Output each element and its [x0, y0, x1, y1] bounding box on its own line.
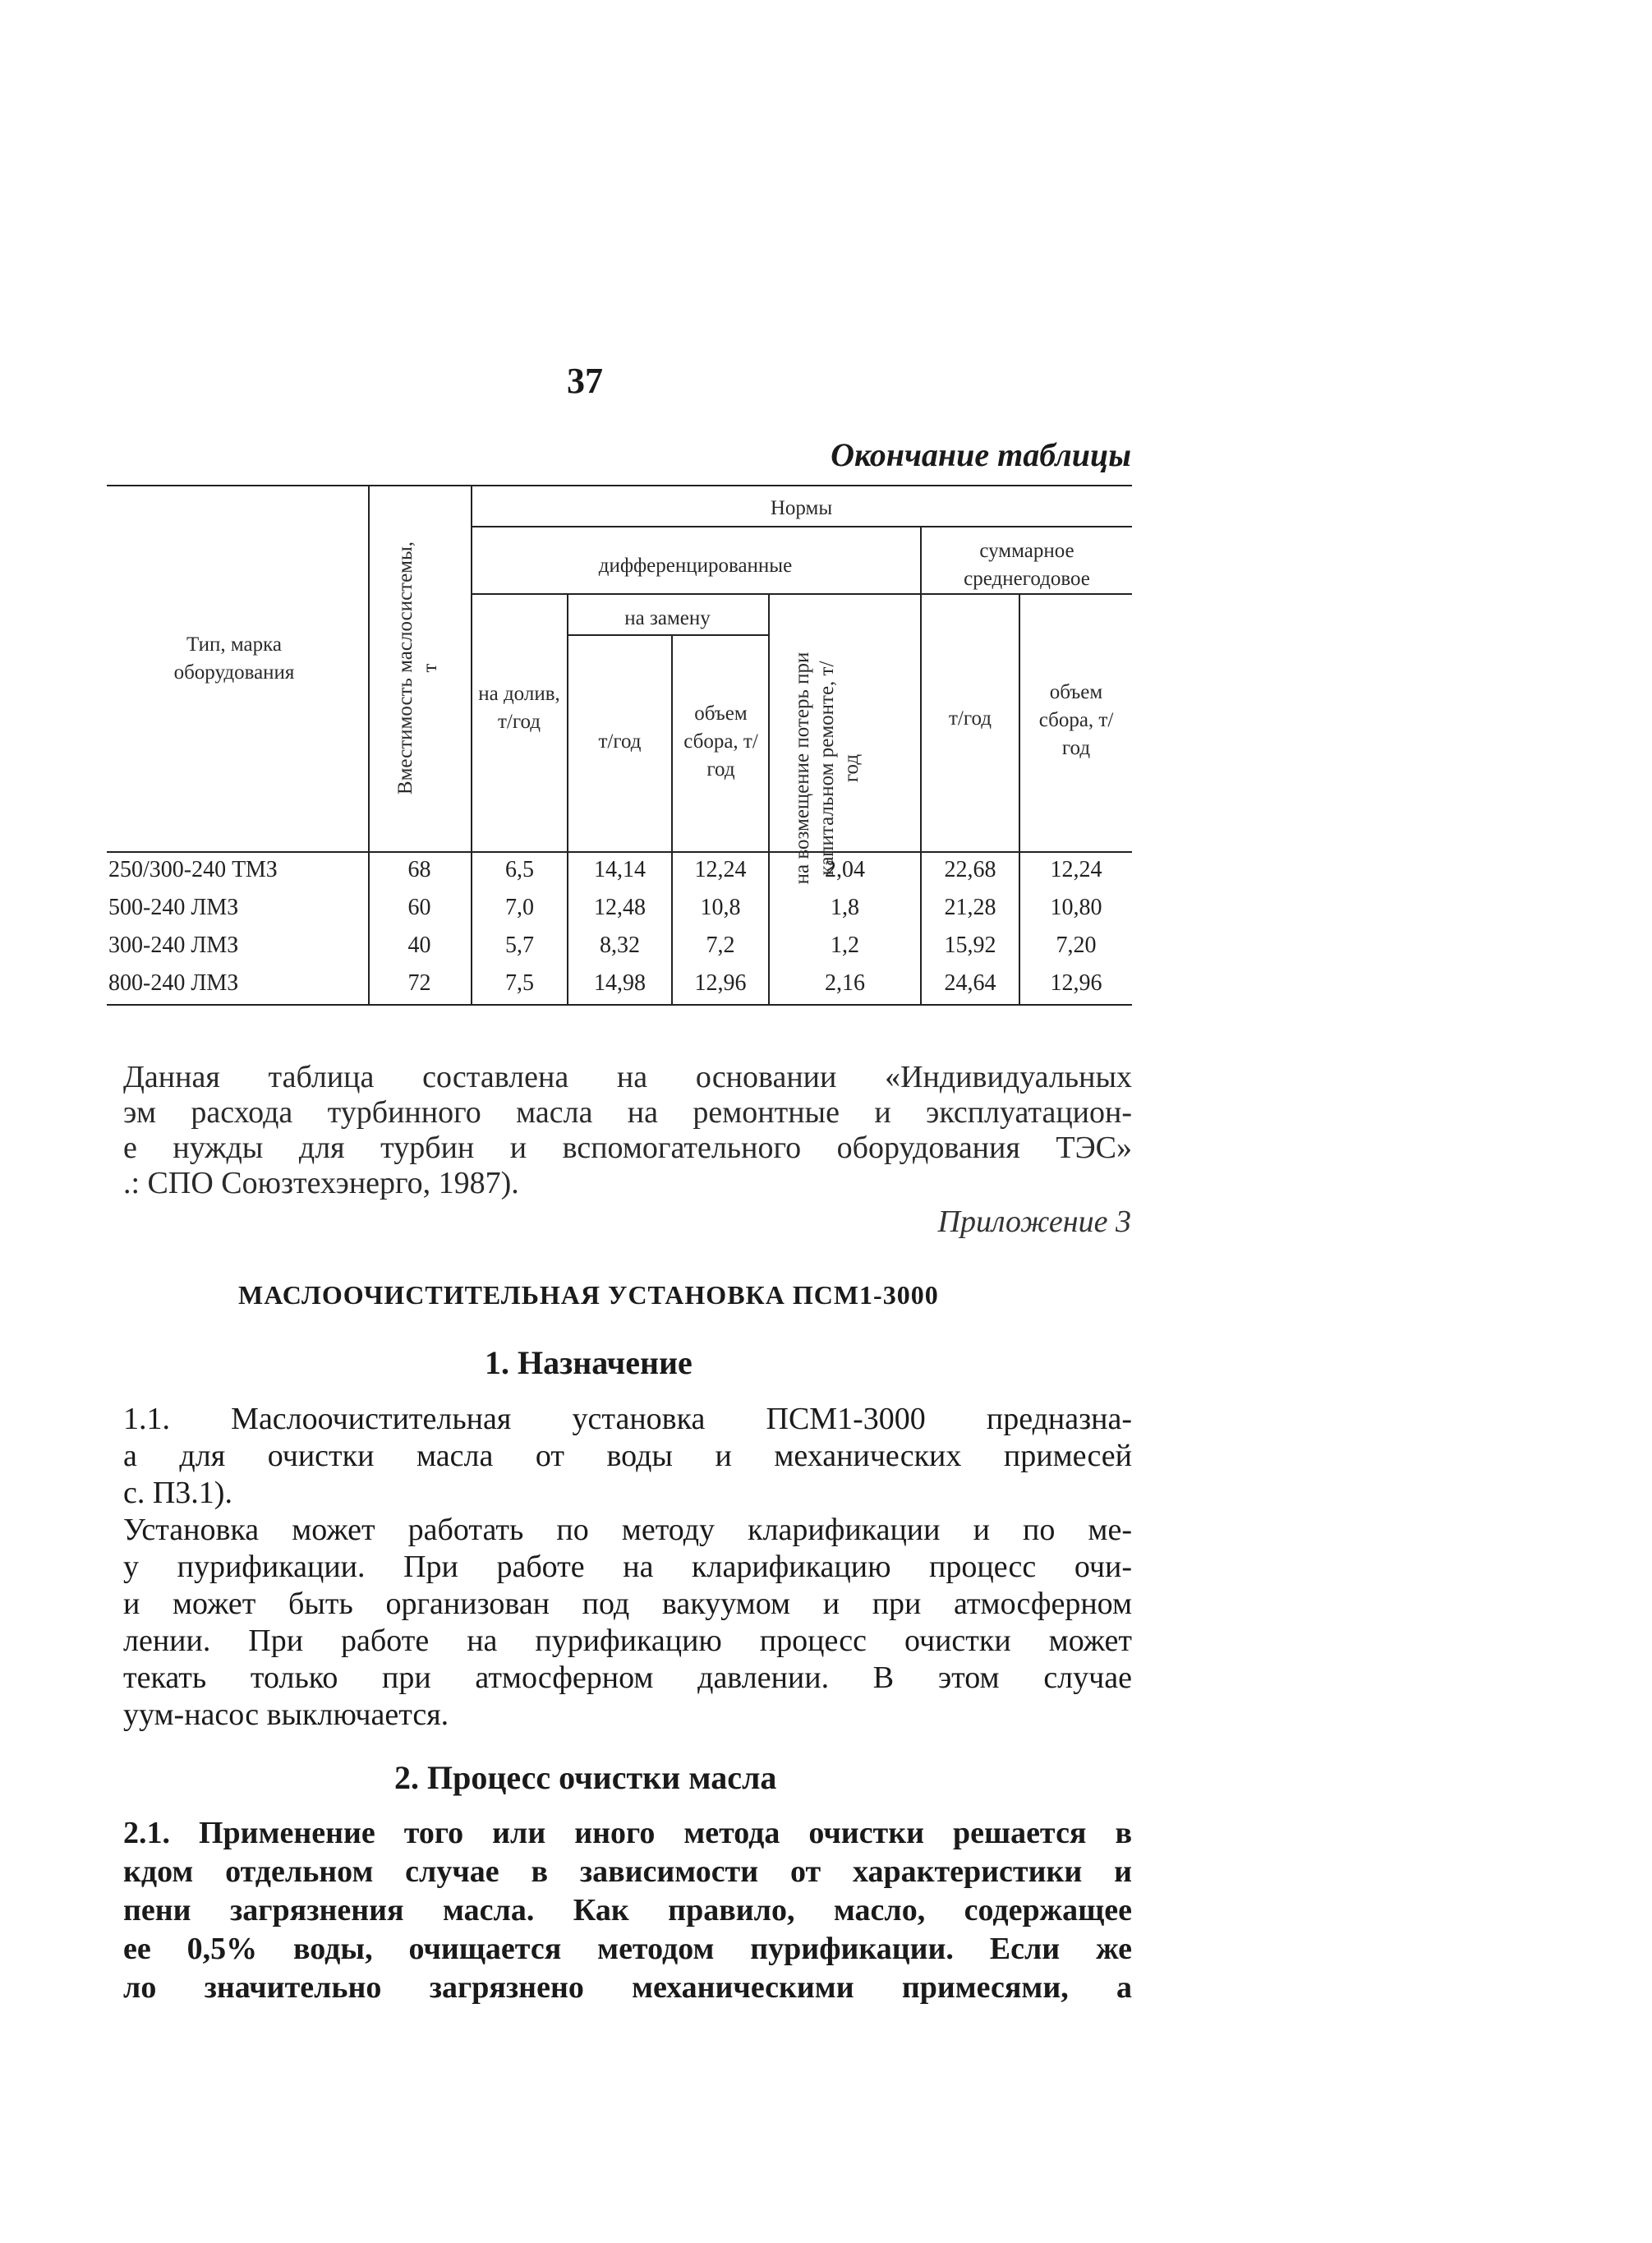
- table-top-rule: [107, 485, 1132, 486]
- body-line: лении. При работе на пурификацию процесс очистки может: [123, 1624, 1132, 1658]
- cell-topup: 5,7: [505, 933, 534, 958]
- body-line: 1.1. Маслоочистительная установка ПСМ1-3000 предназна-: [123, 1402, 1132, 1436]
- header-replacement: на замену: [624, 607, 711, 629]
- cell-repl-tyear: 12,48: [594, 895, 646, 920]
- cell-repl-collect: 12,96: [694, 970, 747, 996]
- cell-sum-tyear: 15,92: [944, 933, 996, 958]
- cell-repl-collect: 12,24: [694, 857, 747, 882]
- note-line: е нужды для турбин и вспомогательного оборудования ТЭС»: [123, 1131, 1132, 1165]
- body-line: уум-насос выключается.: [123, 1697, 449, 1732]
- body-line: 2.1. Применение того или иного метода очистки решается в: [123, 1816, 1132, 1850]
- header-repair-text: на возмещение потерь при капитальном ремонте, т/год: [791, 652, 863, 885]
- norms-table: [107, 485, 1132, 1019]
- cell-sum-collect: 10,80: [1050, 895, 1102, 920]
- cell-capacity: 60: [407, 895, 431, 920]
- header-differentiated: дифференцированные: [598, 555, 793, 577]
- note-line: Данная таблица составлена на основании «Индивидуальных: [123, 1060, 1132, 1094]
- page-number: 37: [567, 361, 603, 401]
- cell-sum-collect: 12,96: [1050, 970, 1102, 996]
- header-repair: [790, 649, 889, 887]
- differentiated-rule: [471, 593, 1132, 595]
- body-line: ло значительно загрязнено механическими примесями, а: [123, 1970, 1132, 2005]
- cell-sum-collect: 12,24: [1050, 857, 1102, 882]
- norms-rule: [471, 526, 1132, 527]
- note-line: эм расхода турбинного масла на ремонтные и эксплуатацион-: [123, 1095, 1132, 1130]
- header-repl-collect: объем сбора, т/год: [683, 702, 758, 781]
- cell-repair: 1,8: [831, 895, 859, 920]
- body-line: кдом отдельном случае в зависимости от характеристики и: [123, 1854, 1132, 1889]
- cell-repl-tyear: 14,98: [594, 970, 646, 996]
- cell-repair: 1,2: [831, 933, 859, 958]
- body-line: текать только при атмосферном давлении. В этом случае: [123, 1660, 1132, 1695]
- body-line: а для очистки масла от воды и механических примесей: [123, 1439, 1132, 1473]
- col-rule-1: [368, 485, 370, 1006]
- cell-equipment: 300-240 ЛМЗ: [108, 933, 239, 958]
- cell-topup: 7,0: [505, 895, 534, 920]
- header-repl-tyear: т/год: [598, 730, 642, 753]
- body-line: у пурификации. При работе на кларификацию процесс очи-: [123, 1550, 1132, 1584]
- table-note: [123, 1060, 1132, 1201]
- cell-capacity: 72: [407, 970, 431, 996]
- header-capacity: [393, 537, 443, 799]
- cell-sum-tyear: 21,28: [944, 895, 996, 920]
- table-caption: Окончание таблицы: [831, 436, 1131, 473]
- cell-repl-tyear: 8,32: [600, 933, 640, 958]
- cell-repair: 2,16: [825, 970, 865, 996]
- cell-equipment: 250/300-240 ТМЗ: [108, 857, 278, 882]
- header-sum-tyear: т/год: [948, 707, 992, 730]
- body-line: с. П3.1).: [123, 1476, 232, 1510]
- cell-sum-tyear: 24,64: [944, 970, 996, 996]
- cell-repl-tyear: 14,14: [594, 857, 646, 882]
- cell-capacity: 40: [407, 933, 431, 958]
- cell-sum-tyear: 22,68: [944, 857, 996, 882]
- body-line: Установка может работать по методу кларификации и по ме-: [123, 1513, 1132, 1547]
- cell-repair: 2,04: [825, 857, 865, 882]
- section-2-body: [123, 1814, 1132, 2007]
- header-topup: на долив, т/год: [478, 683, 560, 733]
- cell-sum-collect: 7,20: [1056, 933, 1097, 958]
- section-1-heading: 1. Назначение: [485, 1344, 693, 1381]
- cell-capacity: 68: [407, 857, 431, 882]
- cell-equipment: 500-240 ЛМЗ: [108, 895, 239, 920]
- section-2-heading: 2. Процесс очистки масла: [394, 1759, 777, 1796]
- cell-repl-collect: 7,2: [706, 933, 735, 958]
- header-bottom-rule: [107, 851, 1132, 853]
- document-title: МАСЛООЧИСТИТЕЛЬНАЯ УСТАНОВКА ПСМ1-3000: [238, 1280, 939, 1310]
- header-sum-collect: объем сбора, т/год: [1038, 681, 1114, 759]
- cell-topup: 7,5: [505, 970, 534, 996]
- cell-topup: 6,5: [505, 857, 534, 882]
- appendix-label: Приложение 3: [937, 1204, 1131, 1239]
- header-summary: суммарное среднегодовое: [964, 540, 1090, 590]
- body-line: ее 0,5% воды, очищается методом пурификации. Если же: [123, 1932, 1132, 1966]
- section-1-body: [123, 1401, 1132, 1734]
- replacement-rule: [567, 634, 768, 636]
- header-capacity-text: Вместимость маслосистемы, т: [394, 541, 441, 795]
- body-line: пени загрязнения масла. Как правило, масло, содержащее: [123, 1893, 1132, 1928]
- table-bottom-rule: [107, 1004, 1132, 1006]
- cell-equipment: 800-240 ЛМЗ: [108, 970, 239, 996]
- header-equipment: Тип, марка оборудования: [173, 633, 295, 684]
- cell-repl-collect: 10,8: [700, 895, 741, 920]
- note-line: .: СПО Союзтехэнерго, 1987).: [123, 1166, 519, 1200]
- body-line: и может быть организован под вакуумом и при атмосферном: [123, 1587, 1132, 1621]
- header-norms: Нормы: [770, 497, 833, 519]
